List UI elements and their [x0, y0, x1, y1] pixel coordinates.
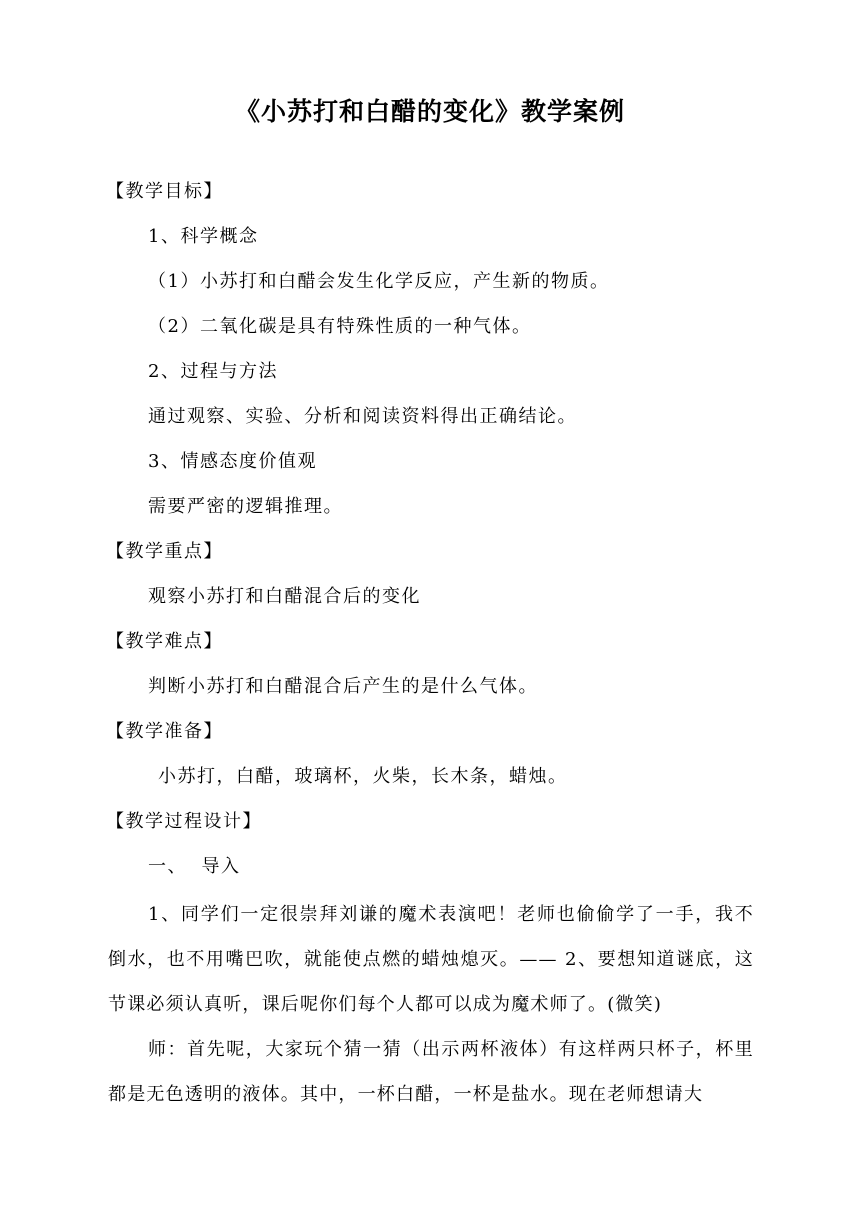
objective-2-text: 通过观察、实验、分析和阅读资料得出正确结论。	[148, 406, 577, 427]
section-intro-heading: 一、 导入	[148, 856, 241, 877]
intro-paragraph-1: 1、同学们一定很崇拜刘谦的魔术表演吧！老师也偷偷学了一手，我不倒水，也不用嘴巴吹，就能使点燃的蜡烛熄灭。—— 2、要想知道谜底，这节课必须认真听，课后呢你们每个人都可以成为魔术师了。(微笑)	[108, 904, 754, 1015]
key-points-text: 观察小苏打和白醋混合后的变化	[148, 586, 421, 607]
objective-3-label: 3、情感态度价值观	[148, 451, 317, 472]
preparation-heading: 【教学准备】	[106, 721, 223, 742]
difficulties-text: 判断小苏打和白醋混合后产生的是什么气体。	[148, 676, 538, 697]
document-title: 《小苏打和白醋的变化》教学案例	[234, 97, 625, 126]
objective-1a: （1）小苏打和白醋会发生化学反应，产生新的物质。	[148, 271, 610, 292]
objectives-heading: 【教学目标】	[106, 181, 223, 202]
process-heading: 【教学过程设计】	[106, 811, 262, 832]
objective-3-text: 需要严密的逻辑推理。	[148, 496, 343, 517]
preparation-text: 小苏打，白醋，玻璃杯，火柴，长木条，蜡烛。	[158, 766, 568, 787]
objective-2-label: 2、过程与方法	[148, 361, 278, 382]
intro-paragraph-2: 师：首先呢，大家玩个猜一猜（出示两杯液体）有这样两只杯子，杯里都是无色透明的液体。其中，一杯白醋，一杯是盐水。现在老师想请大	[108, 1039, 754, 1105]
difficulties-heading: 【教学难点】	[106, 631, 223, 652]
key-points-heading: 【教学重点】	[106, 541, 223, 562]
objective-1b: （2）二氧化碳是具有特殊性质的一种气体。	[148, 316, 532, 337]
objective-1-label: 1、科学概念	[148, 226, 259, 247]
